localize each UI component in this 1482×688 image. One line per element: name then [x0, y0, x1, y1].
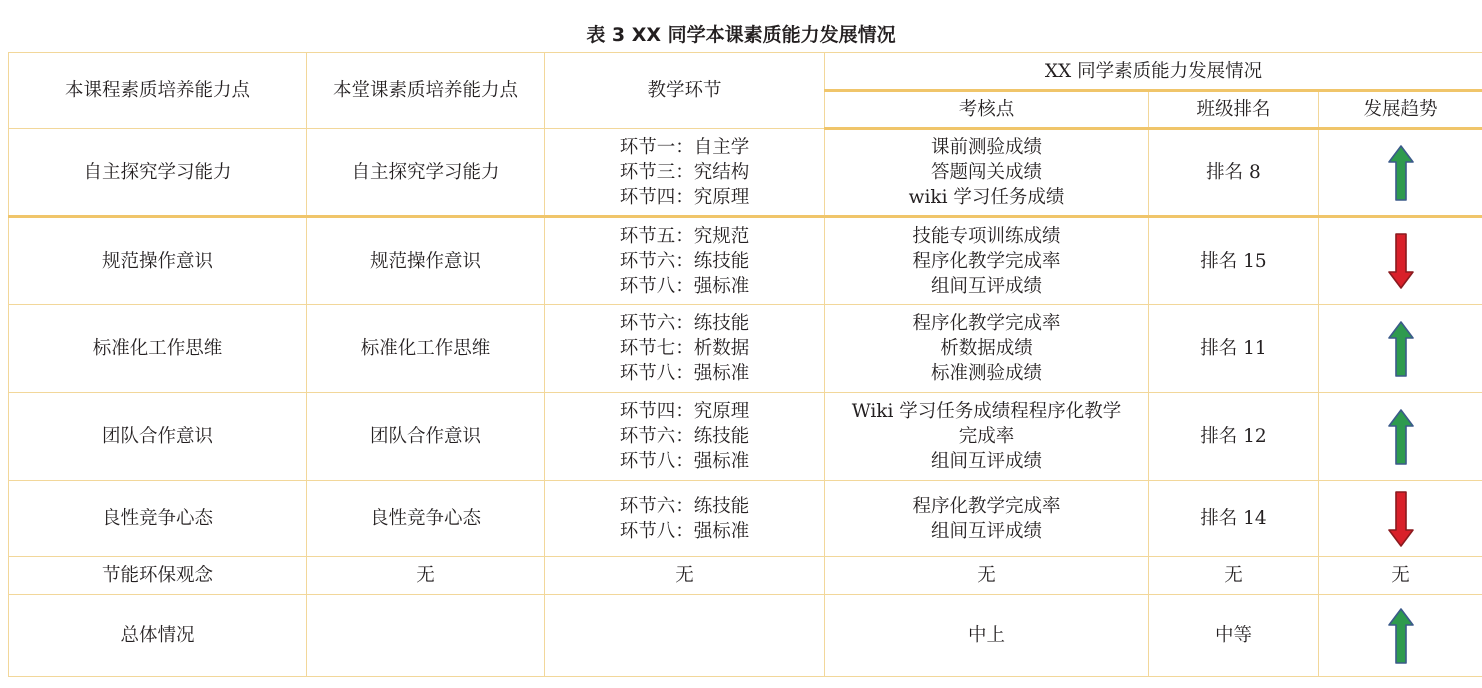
- assessment-point-cell: [825, 217, 1149, 305]
- assessment-point-cell: [825, 305, 1149, 393]
- lesson-ability-cell: 规范操作意识: [307, 217, 545, 305]
- lesson-ability-cell: [307, 595, 545, 677]
- header-development-group: XX 同学素质能力发展情况: [825, 53, 1482, 91]
- step-line: 环节六：练技能: [619, 313, 750, 334]
- header-course-ability: 本课程素质培养能力点: [9, 53, 307, 129]
- assessment-line: 组间互评成绩: [930, 451, 1042, 472]
- lesson-ability-cell: 良性竞争心态: [307, 481, 545, 557]
- class-rank-cell: 排名 12: [1149, 393, 1319, 481]
- up-arrow-icon: [1388, 144, 1414, 202]
- assessment-line: 完成率: [958, 426, 1015, 447]
- step-line: 环节三：究结构: [619, 161, 750, 183]
- assessment-line: 标准测验成绩: [930, 363, 1042, 384]
- development-table: [8, 52, 1482, 677]
- teaching-step-cell: [545, 305, 825, 393]
- header-teaching-step: 教学环节: [545, 53, 825, 129]
- assessment-line: 程序化教学完成率: [912, 495, 1061, 517]
- table-title: 表 3 XX 同学本课素质能力发展情况: [586, 24, 896, 46]
- trend-cell: [1319, 595, 1482, 677]
- down-arrow-icon: [1388, 490, 1414, 548]
- table-row: [9, 305, 1482, 393]
- assessment-line: 程序化教学完成率: [912, 313, 1061, 334]
- step-line: 环节一：自主学: [619, 136, 750, 158]
- course-ability-cell: 规范操作意识: [9, 217, 307, 305]
- class-rank-cell: 无: [1149, 557, 1319, 595]
- header-trend: 发展趋势: [1319, 91, 1482, 129]
- class-rank-cell: 排名 8: [1149, 129, 1319, 217]
- step-line: 环节八：强标准: [619, 451, 750, 472]
- lesson-ability-cell: 团队合作意识: [307, 393, 545, 481]
- teaching-step-cell: [545, 217, 825, 305]
- assessment-point-cell: [825, 481, 1149, 557]
- trend-cell: [1319, 217, 1482, 305]
- table-row: [9, 129, 1482, 217]
- teaching-step-cell: [545, 481, 825, 557]
- table-row: [9, 217, 1482, 305]
- trend-cell: [1319, 129, 1482, 217]
- table-row: [9, 557, 1482, 595]
- class-rank-cell: 排名 11: [1149, 305, 1319, 393]
- down-arrow-icon: [1388, 232, 1414, 290]
- assessment-point-cell: [825, 129, 1149, 217]
- assessment-point-cell: 无: [825, 557, 1149, 595]
- header-lesson-ability: 本堂课素质培养能力点: [307, 53, 545, 129]
- trend-cell: [1319, 481, 1482, 557]
- assessment-line: 程序化教学完成率: [912, 250, 1061, 272]
- assessment-line: Wiki 学习任务成绩程程序化教学: [851, 401, 1122, 422]
- up-arrow-icon: [1388, 607, 1414, 665]
- table-row: [9, 393, 1482, 481]
- trend-cell: 无: [1319, 557, 1482, 595]
- step-line: 环节六：练技能: [619, 426, 750, 447]
- assessment-line: 技能专项训练成绩: [912, 225, 1061, 247]
- step-line: 环节五：究规范: [619, 225, 750, 247]
- assessment-line: 组间互评成绩: [930, 520, 1042, 542]
- step-line: 环节四：究原理: [619, 401, 750, 422]
- teaching-step-cell: [545, 393, 825, 481]
- teaching-step-cell: [545, 595, 825, 677]
- teaching-step-cell: 无: [545, 557, 825, 595]
- step-line: 环节七：析数据: [619, 338, 750, 359]
- step-line: 环节六：练技能: [619, 250, 750, 272]
- step-line: 环节六：练技能: [619, 495, 750, 517]
- step-line: 环节八：强标准: [619, 275, 750, 297]
- assessment-line: 组间互评成绩: [930, 275, 1042, 297]
- assessment-point-cell: 中上: [825, 595, 1149, 677]
- step-line: 环节四：究原理: [619, 186, 750, 208]
- assessment-line: 答题闯关成绩: [930, 162, 1042, 183]
- assessment-line: 课前测验成绩: [930, 137, 1042, 158]
- teaching-step-cell: [545, 129, 825, 217]
- course-ability-cell: 标准化工作思维: [9, 305, 307, 393]
- assessment-point-cell: [825, 393, 1149, 481]
- assessment-line: wiki 学习任务成绩: [908, 187, 1065, 208]
- course-ability-cell: 团队合作意识: [9, 393, 307, 481]
- course-ability-cell: 总体情况: [9, 595, 307, 677]
- step-line: 环节八：强标准: [619, 363, 750, 384]
- lesson-ability-cell: 标准化工作思维: [307, 305, 545, 393]
- course-ability-cell: 节能环保观念: [9, 557, 307, 595]
- header-class-rank: 班级排名: [1149, 91, 1319, 129]
- trend-cell: [1319, 393, 1482, 481]
- course-ability-cell: 良性竞争心态: [9, 481, 307, 557]
- table-row: [9, 481, 1482, 557]
- lesson-ability-cell: 自主探究学习能力: [307, 129, 545, 217]
- step-line: 环节八：强标准: [619, 520, 750, 542]
- up-arrow-icon: [1388, 408, 1414, 466]
- lesson-ability-cell: 无: [307, 557, 545, 595]
- trend-cell: [1319, 305, 1482, 393]
- course-ability-cell: 自主探究学习能力: [9, 129, 307, 217]
- header-assessment-point: 考核点: [825, 91, 1149, 129]
- class-rank-cell: 排名 15: [1149, 217, 1319, 305]
- assessment-line: 析数据成绩: [940, 338, 1033, 359]
- class-rank-cell: 中等: [1149, 595, 1319, 677]
- table-row: [9, 595, 1482, 677]
- up-arrow-icon: [1388, 320, 1414, 378]
- class-rank-cell: 排名 14: [1149, 481, 1319, 557]
